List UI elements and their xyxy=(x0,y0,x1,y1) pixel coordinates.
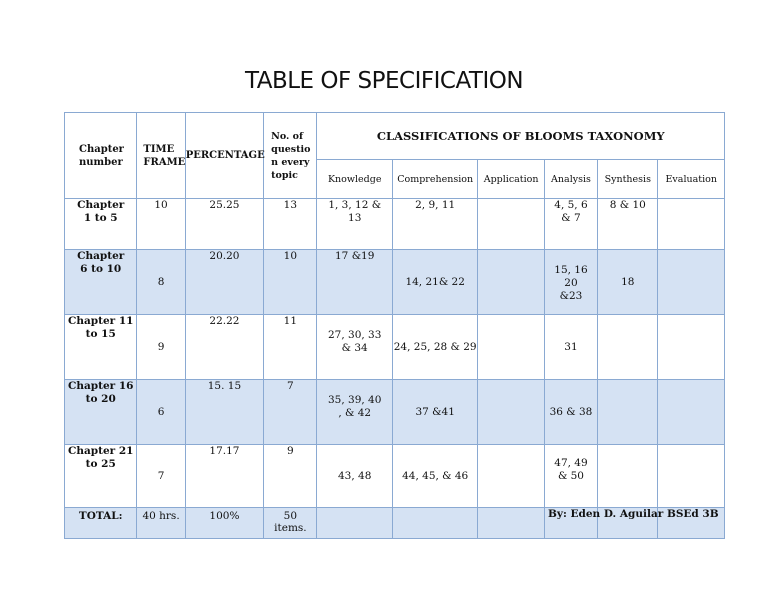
application-cell xyxy=(478,445,544,508)
application-cell xyxy=(478,315,544,380)
percentage-cell: 22.22 xyxy=(185,315,263,380)
percentage-cell: 15. 15 xyxy=(185,380,263,445)
synthesis-cell xyxy=(598,445,658,508)
document-title: TABLE OF SPECIFICATION xyxy=(244,68,524,94)
table-row xyxy=(65,315,725,380)
knowledge-cell: 27, 30, 33 & 34 xyxy=(317,315,392,380)
time-cell: 10 xyxy=(137,199,185,250)
synthesis-cell xyxy=(598,315,658,380)
category-comprehension: Comprehension xyxy=(392,160,478,199)
percentage-cell: 17.17 xyxy=(185,445,263,508)
analysis-cell: 47, 49 & 50 xyxy=(544,445,597,508)
chapter-cell: Chapter 21 to 25 xyxy=(65,445,137,508)
items-cell: 11 xyxy=(264,315,317,380)
time-cell: 8 xyxy=(137,250,185,315)
total-application xyxy=(478,508,544,539)
knowledge-cell: 1, 3, 12 & 13 xyxy=(317,199,392,250)
table-row xyxy=(65,445,725,508)
comprehension-cell: 44, 45, & 46 xyxy=(392,445,478,508)
knowledge-cell: 17 &19 xyxy=(317,250,392,315)
analysis-cell: 36 & 38 xyxy=(544,380,597,445)
table-row xyxy=(65,250,725,315)
total-time: 40 hrs. xyxy=(137,508,185,539)
chapter-cell: Chapter 1 to 5 xyxy=(65,199,137,250)
application-cell xyxy=(478,380,544,445)
items-cell: 10 xyxy=(264,250,317,315)
evaluation-cell xyxy=(658,445,725,508)
chapter-cell: Chapter 6 to 10 xyxy=(65,250,137,315)
total-knowledge xyxy=(317,508,392,539)
category-evaluation: Evaluation xyxy=(658,160,725,199)
percentage-cell: 20.20 xyxy=(185,250,263,315)
table-row xyxy=(65,380,725,445)
total-percentage: 100% xyxy=(185,508,263,539)
comprehension-cell: 37 &41 xyxy=(392,380,478,445)
category-synthesis: Synthesis xyxy=(598,160,658,199)
application-cell xyxy=(478,199,544,250)
items-cell: 13 xyxy=(264,199,317,250)
category-analysis: Analysis xyxy=(544,160,597,199)
evaluation-cell xyxy=(658,199,725,250)
analysis-cell: 4, 5, 6 & 7 xyxy=(544,199,597,250)
synthesis-cell xyxy=(598,380,658,445)
specification-table xyxy=(64,112,725,539)
category-application: Application xyxy=(478,160,544,199)
total-comprehension xyxy=(392,508,478,539)
chapter-cell: Chapter 11 to 15 xyxy=(65,315,137,380)
header-chapter-number: Chapter number xyxy=(65,113,137,199)
time-cell: 6 xyxy=(137,380,185,445)
comprehension-cell: 2, 9, 11 xyxy=(392,199,478,250)
synthesis-cell: 18 xyxy=(598,250,658,315)
items-cell: 9 xyxy=(264,445,317,508)
synthesis-cell: 8 & 10 xyxy=(598,199,658,250)
comprehension-cell: 14, 21& 22 xyxy=(392,250,478,315)
total-label: TOTAL: xyxy=(65,508,137,539)
total-items: 50 items. xyxy=(264,508,317,539)
time-cell: 9 xyxy=(137,315,185,380)
table-row xyxy=(65,199,725,250)
percentage-cell: 25.25 xyxy=(185,199,263,250)
header-blooms-taxonomy: CLASSIFICATIONS OF BLOOMS TAXONOMY xyxy=(317,113,725,160)
header-percentage: PERCENTAGE xyxy=(185,113,263,199)
application-cell xyxy=(478,250,544,315)
author-byline: By: Eden D. Aguilar BSEd 3B xyxy=(548,508,719,520)
comprehension-cell: 24, 25, 28 & 29 xyxy=(392,315,478,380)
knowledge-cell: 43, 48 xyxy=(317,445,392,508)
analysis-cell: 15, 16 20 &23 xyxy=(544,250,597,315)
header-items-per-topic: No. of questio n every topic xyxy=(264,113,317,199)
evaluation-cell xyxy=(658,250,725,315)
evaluation-cell xyxy=(658,315,725,380)
category-knowledge: Knowledge xyxy=(317,160,392,199)
knowledge-cell: 35, 39, 40 , & 42 xyxy=(317,380,392,445)
time-cell: 7 xyxy=(137,445,185,508)
analysis-cell: 31 xyxy=(544,315,597,380)
header-time-frame: TIME FRAME xyxy=(137,113,185,199)
items-cell: 7 xyxy=(264,380,317,445)
evaluation-cell xyxy=(658,380,725,445)
chapter-cell: Chapter 16 to 20 xyxy=(65,380,137,445)
